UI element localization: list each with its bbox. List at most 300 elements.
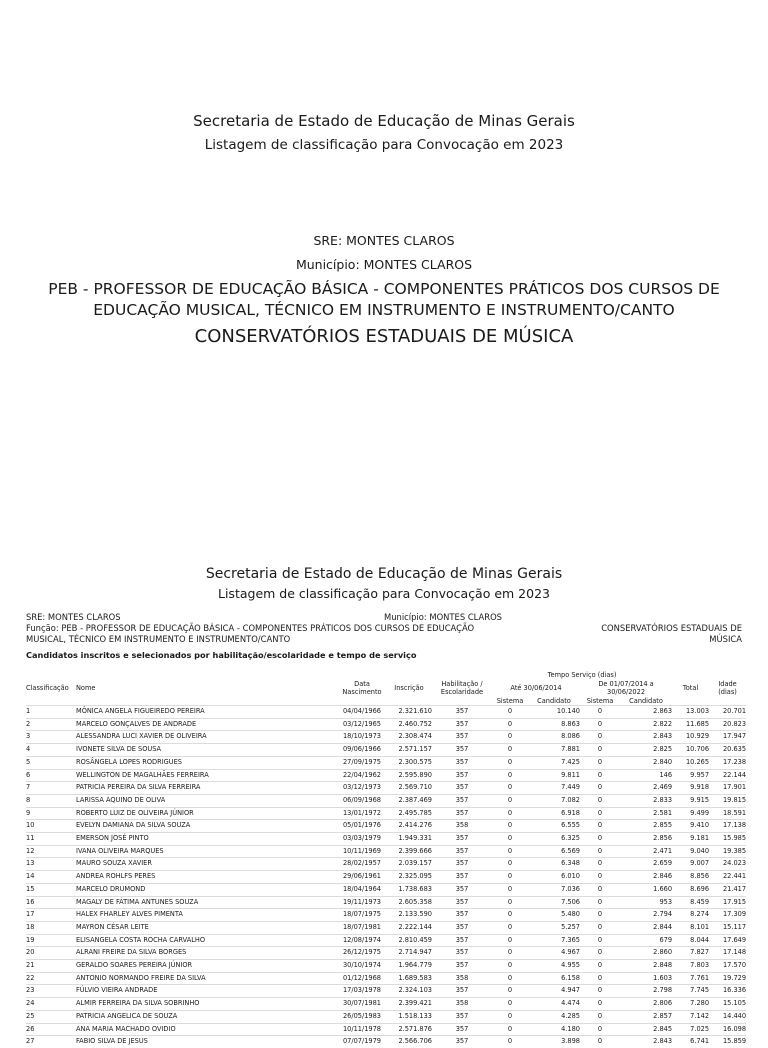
cell-inscricao: 2.324.103 (386, 985, 432, 998)
cell-candidato-ate-2014: 5.257 (528, 921, 580, 934)
cell-classificacao: 14 (26, 871, 76, 884)
cell-nome: ROSÂNGELA LOPES RODRIGUES (76, 756, 338, 769)
cell-total: 9.499 (672, 807, 709, 820)
cell-total: 8.274 (672, 909, 709, 922)
cell-sistema-2014-2022: 0 (580, 731, 620, 744)
cell-nome: EMERSON JOSÉ PINTO (76, 833, 338, 846)
cell-classificacao: 2 (26, 718, 76, 731)
cell-candidato-2014-2022: 2.843 (620, 1036, 672, 1048)
cell-sistema-ate-2014: 0 (492, 807, 528, 820)
cell-nome: ELISANGELA COSTA ROCHA CARVALHO (76, 934, 338, 947)
cell-sistema-2014-2022: 0 (580, 744, 620, 757)
cell-inscricao: 2.222.144 (386, 921, 432, 934)
cell-sistema-ate-2014: 0 (492, 1036, 528, 1048)
cell-sistema-ate-2014: 0 (492, 731, 528, 744)
cell-nascimento: 05/01/1976 (338, 820, 386, 833)
cell-nome: IVONETE SILVA DE SOUSA (76, 744, 338, 757)
cell-idade: 17.915 (709, 896, 746, 909)
cell-nascimento: 30/07/1981 (338, 998, 386, 1011)
table-row (26, 756, 746, 769)
cell-sistema-2014-2022: 0 (580, 896, 620, 909)
cell-idade: 17.238 (709, 756, 746, 769)
cell-total: 8.696 (672, 883, 709, 896)
cell-sistema-2014-2022: 0 (580, 934, 620, 947)
cell-total: 10.929 (672, 731, 709, 744)
cell-inscricao: 2.039.157 (386, 858, 432, 871)
page2-listing-title: Listagem de classificação para Convocação em 2023 (218, 586, 550, 601)
cell-candidato-2014-2022: 2.794 (620, 909, 672, 922)
header-periodo-2014-2022: De 01/07/2014 a 30/06/2022 (598, 679, 654, 696)
cell-inscricao: 1.518.133 (386, 1010, 432, 1023)
cell-sistema-2014-2022: 0 (580, 985, 620, 998)
cell-candidato-ate-2014: 4.180 (528, 1023, 580, 1036)
cell-sistema-2014-2022: 0 (580, 782, 620, 795)
cell-sistema-2014-2022: 0 (580, 909, 620, 922)
cell-sistema-2014-2022: 0 (580, 833, 620, 846)
cell-nascimento: 18/07/1981 (338, 921, 386, 934)
cell-nascimento: 09/06/1966 (338, 744, 386, 757)
table-row (26, 998, 746, 1011)
cell-sistema-2014-2022: 0 (580, 1023, 620, 1036)
cell-candidato-2014-2022: 2.843 (620, 731, 672, 744)
cell-classificacao: 5 (26, 756, 76, 769)
table-row (26, 921, 746, 934)
cell-nome: ALRANI FREIRE DA SILVA BORGES (76, 947, 338, 960)
cell-candidato-ate-2014: 6.348 (528, 858, 580, 871)
cell-sistema-ate-2014: 0 (492, 858, 528, 871)
cell-total: 8.856 (672, 871, 709, 884)
cell-inscricao: 2.325.095 (386, 871, 432, 884)
cover-listing-title: Listagem de classificação para Convocação em 2023 (204, 137, 564, 153)
cell-habilitacao: 357 (432, 1023, 492, 1036)
cell-sistema-2014-2022: 0 (580, 858, 620, 871)
cell-idade: 17.570 (709, 960, 746, 973)
cell-candidato-2014-2022: 2.806 (620, 998, 672, 1011)
cell-nome: MAYRON CÉSAR LEITE (76, 921, 338, 934)
cell-candidato-2014-2022: 2.581 (620, 807, 672, 820)
cell-inscricao: 2.569.710 (386, 782, 432, 795)
cell-candidato-2014-2022: 2.848 (620, 960, 672, 973)
table-row (26, 706, 746, 719)
cell-inscricao: 2.321.610 (386, 706, 432, 719)
header-inscricao: Inscrição (394, 683, 424, 692)
cell-sistema-2014-2022: 0 (580, 972, 620, 985)
cell-candidato-ate-2014: 7.082 (528, 794, 580, 807)
cell-idade: 14.440 (709, 1010, 746, 1023)
cell-nome: PATRICIA ANGELICA DE SOUZA (76, 1010, 338, 1023)
cell-candidato-ate-2014: 4.285 (528, 1010, 580, 1023)
cell-habilitacao: 357 (432, 1036, 492, 1048)
cell-inscricao: 2.571.876 (386, 1023, 432, 1036)
cell-candidato-ate-2014: 10.140 (528, 706, 580, 719)
cell-nome: LARISSA AQUINO DE OLIVA (76, 794, 338, 807)
cell-nome: FÚLVIO VIEIRA ANDRADE (76, 985, 338, 998)
cell-habilitacao: 357 (432, 833, 492, 846)
cell-inscricao: 2.133.590 (386, 909, 432, 922)
cell-sistema-2014-2022: 0 (580, 960, 620, 973)
cell-candidato-ate-2014: 8.086 (528, 731, 580, 744)
cell-total: 7.025 (672, 1023, 709, 1036)
cell-idade: 15.105 (709, 998, 746, 1011)
cell-idade: 17.947 (709, 731, 746, 744)
cell-classificacao: 11 (26, 833, 76, 846)
cell-habilitacao: 357 (432, 756, 492, 769)
cell-inscricao: 2.495.785 (386, 807, 432, 820)
cell-nascimento: 13/01/1972 (338, 807, 386, 820)
cell-habilitacao: 357 (432, 769, 492, 782)
cell-nascimento: 29/06/1961 (338, 871, 386, 884)
cover-sre: SRE: MONTES CLAROS (313, 233, 455, 248)
cell-nascimento: 19/11/1973 (338, 896, 386, 909)
cell-sistema-2014-2022: 0 (580, 769, 620, 782)
header-sistema-1: Sistema (496, 696, 524, 705)
cell-inscricao: 2.810.459 (386, 934, 432, 947)
cell-sistema-ate-2014: 0 (492, 820, 528, 833)
table-row (26, 718, 746, 731)
header-nascimento: Data Nascimento (342, 679, 382, 696)
cover-conservatorio: CONSERVATÓRIOS ESTADUAIS DE MÚSICA (194, 326, 574, 347)
cell-candidato-ate-2014: 7.425 (528, 756, 580, 769)
cell-habilitacao: 357 (432, 718, 492, 731)
cell-nome: EVELYN DAMIANA DA SILVA SOUZA (76, 820, 338, 833)
cell-sistema-ate-2014: 0 (492, 833, 528, 846)
cell-classificacao: 7 (26, 782, 76, 795)
cell-inscricao: 2.714.947 (386, 947, 432, 960)
cell-habilitacao: 357 (432, 896, 492, 909)
cell-sistema-ate-2014: 0 (492, 1023, 528, 1036)
cell-total: 9.957 (672, 769, 709, 782)
table-row (26, 833, 746, 846)
table-row (26, 807, 746, 820)
cell-idade: 16.336 (709, 985, 746, 998)
cell-candidato-2014-2022: 2.840 (620, 756, 672, 769)
cell-inscricao: 2.605.358 (386, 896, 432, 909)
cell-sistema-ate-2014: 0 (492, 718, 528, 731)
cell-sistema-ate-2014: 0 (492, 909, 528, 922)
table-row (26, 820, 746, 833)
cell-idade: 15.985 (709, 833, 746, 846)
cell-nome: HALEX FHARLEY ALVES PIMENTA (76, 909, 338, 922)
page2-funcao: Função: PEB - PROFESSOR DE EDUCAÇÃO BÁSICA - COMPONENTES PRÁTICOS DOS CURSOS DE EDUCAÇÃO MUSICAL, TÉCNICO EM INSTRUMENTO E INSTRUMENTO/CANTO (26, 623, 475, 644)
cell-total: 11.685 (672, 718, 709, 731)
header-classificacao: Classificação (26, 683, 69, 692)
cell-candidato-2014-2022: 2.846 (620, 871, 672, 884)
cell-habilitacao: 357 (432, 947, 492, 960)
cell-total: 13.003 (672, 706, 709, 719)
cell-candidato-2014-2022: 2.822 (620, 718, 672, 731)
cell-nome: ANA MARIA MACHADO OVIDIO (76, 1023, 338, 1036)
cell-classificacao: 9 (26, 807, 76, 820)
cell-total: 7.280 (672, 998, 709, 1011)
table-row (26, 744, 746, 757)
table-row (26, 1010, 746, 1023)
cell-candidato-2014-2022: 953 (620, 896, 672, 909)
cell-candidato-2014-2022: 2.659 (620, 858, 672, 871)
cell-candidato-2014-2022: 2.471 (620, 845, 672, 858)
cell-inscricao: 1.949.331 (386, 833, 432, 846)
cell-classificacao: 21 (26, 960, 76, 973)
cell-sistema-2014-2022: 0 (580, 871, 620, 884)
cell-nascimento: 03/12/1965 (338, 718, 386, 731)
cell-candidato-ate-2014: 6.918 (528, 807, 580, 820)
cell-total: 8.459 (672, 896, 709, 909)
page2-candidatos-heading: Candidatos inscritos e selecionados por habilitação/escolaridade e tempo de serviço (26, 650, 417, 660)
cell-candidato-2014-2022: 2.825 (620, 744, 672, 757)
cell-total: 9.007 (672, 858, 709, 871)
cell-nome: ANTONIO NORMANDO FREIRE DA SILVA (76, 972, 338, 985)
page2-conservatorio: CONSERVATÓRIOS ESTADUAIS DE MÚSICA (601, 623, 742, 644)
cell-habilitacao: 357 (432, 871, 492, 884)
cell-inscricao: 1.689.583 (386, 972, 432, 985)
header-idade: Idade (dias) (718, 679, 737, 696)
cell-sistema-2014-2022: 0 (580, 756, 620, 769)
cell-candidato-2014-2022: 2.469 (620, 782, 672, 795)
cell-total: 10.706 (672, 744, 709, 757)
cell-candidato-ate-2014: 6.325 (528, 833, 580, 846)
cell-nome: FABIO SILVA DE JESUS (76, 1036, 338, 1048)
cell-candidato-2014-2022: 2.844 (620, 921, 672, 934)
table-row (26, 972, 746, 985)
cell-sistema-ate-2014: 0 (492, 883, 528, 896)
cell-nascimento: 18/10/1973 (338, 731, 386, 744)
cell-candidato-ate-2014: 7.365 (528, 934, 580, 947)
cell-candidato-ate-2014: 4.947 (528, 985, 580, 998)
cell-nome: MARCELO DRUMOND (76, 883, 338, 896)
cell-candidato-2014-2022: 2.833 (620, 794, 672, 807)
cell-candidato-2014-2022: 2.860 (620, 947, 672, 960)
cell-sistema-ate-2014: 0 (492, 782, 528, 795)
cell-habilitacao: 357 (432, 706, 492, 719)
cell-classificacao: 3 (26, 731, 76, 744)
table-row (26, 769, 746, 782)
cell-classificacao: 13 (26, 858, 76, 871)
cell-habilitacao: 357 (432, 1010, 492, 1023)
page2-org-title: Secretaria de Estado de Educação de Minas Gerais (205, 566, 563, 582)
cell-nascimento: 03/12/1973 (338, 782, 386, 795)
cell-inscricao: 2.460.752 (386, 718, 432, 731)
cell-nascimento: 27/09/1975 (338, 756, 386, 769)
cell-sistema-ate-2014: 0 (492, 871, 528, 884)
cell-sistema-ate-2014: 0 (492, 706, 528, 719)
header-candidato-1: Candidato (537, 696, 571, 705)
cell-nascimento: 18/07/1975 (338, 909, 386, 922)
cell-sistema-ate-2014: 0 (492, 769, 528, 782)
table-row (26, 896, 746, 909)
cell-sistema-ate-2014: 0 (492, 756, 528, 769)
cell-classificacao: 10 (26, 820, 76, 833)
cell-idade: 17.309 (709, 909, 746, 922)
cell-idade: 20.823 (709, 718, 746, 731)
cell-candidato-2014-2022: 2.857 (620, 1010, 672, 1023)
header-total: Total (682, 683, 699, 692)
cell-nascimento: 28/02/1957 (338, 858, 386, 871)
cell-sistema-ate-2014: 0 (492, 972, 528, 985)
cell-nascimento: 10/11/1969 (338, 845, 386, 858)
cell-nascimento: 30/10/1974 (338, 960, 386, 973)
cell-candidato-ate-2014: 8.863 (528, 718, 580, 731)
cell-sistema-ate-2014: 0 (492, 947, 528, 960)
cell-sistema-2014-2022: 0 (580, 1010, 620, 1023)
cell-habilitacao: 357 (432, 807, 492, 820)
cell-sistema-ate-2014: 0 (492, 1010, 528, 1023)
cell-candidato-ate-2014: 3.898 (528, 1036, 580, 1048)
cell-nascimento: 06/09/1968 (338, 794, 386, 807)
cell-classificacao: 19 (26, 934, 76, 947)
cell-candidato-ate-2014: 6.569 (528, 845, 580, 858)
cell-classificacao: 6 (26, 769, 76, 782)
cell-nome: ALESSANDRA LUCI XAVIER DE OLIVEIRA (76, 731, 338, 744)
cell-idade: 18.591 (709, 807, 746, 820)
cell-sistema-ate-2014: 0 (492, 998, 528, 1011)
cell-classificacao: 17 (26, 909, 76, 922)
cell-sistema-2014-2022: 0 (580, 921, 620, 934)
cell-inscricao: 2.399.666 (386, 845, 432, 858)
cell-sistema-2014-2022: 0 (580, 706, 620, 719)
cell-total: 9.040 (672, 845, 709, 858)
cell-sistema-2014-2022: 0 (580, 998, 620, 1011)
cell-nascimento: 03/03/1979 (338, 833, 386, 846)
cell-habilitacao: 357 (432, 744, 492, 757)
cell-habilitacao: 357 (432, 731, 492, 744)
cell-habilitacao: 357 (432, 794, 492, 807)
cell-nascimento: 18/04/1964 (338, 883, 386, 896)
cell-habilitacao: 358 (432, 972, 492, 985)
cell-total: 8.044 (672, 934, 709, 947)
cell-sistema-ate-2014: 0 (492, 921, 528, 934)
cell-total: 8.101 (672, 921, 709, 934)
table-row (26, 934, 746, 947)
cover-funcao: PEB - PROFESSOR DE EDUCAÇÃO BÁSICA - COMPONENTES PRÁTICOS DOS CURSOS DE EDUCAÇÃO MUSICAL, TÉCNICO EM INSTRUMENTO E INSTRUMENTO/CANTO (48, 280, 720, 319)
cell-sistema-2014-2022: 0 (580, 1036, 620, 1048)
cell-idade: 17.148 (709, 947, 746, 960)
cell-habilitacao: 357 (432, 858, 492, 871)
cell-classificacao: 12 (26, 845, 76, 858)
cell-sistema-2014-2022: 0 (580, 845, 620, 858)
cell-nascimento: 07/07/1979 (338, 1036, 386, 1048)
cell-habilitacao: 357 (432, 909, 492, 922)
cell-sistema-ate-2014: 0 (492, 985, 528, 998)
cell-inscricao: 1.964.779 (386, 960, 432, 973)
cell-inscricao: 2.414.276 (386, 820, 432, 833)
classification-table-body (26, 706, 746, 1048)
cell-sistema-2014-2022: 0 (580, 794, 620, 807)
cell-nome: IVANA OLIVEIRA MARQUES (76, 845, 338, 858)
cell-classificacao: 26 (26, 1023, 76, 1036)
cell-nascimento: 01/12/1968 (338, 972, 386, 985)
cell-total: 9.410 (672, 820, 709, 833)
cell-classificacao: 22 (26, 972, 76, 985)
table-row (26, 1036, 746, 1048)
cell-candidato-ate-2014: 4.955 (528, 960, 580, 973)
cell-nome: MAURO SOUZA XAVIER (76, 858, 338, 871)
cell-classificacao: 8 (26, 794, 76, 807)
cell-nome: MARCELO GONÇALVES DE ANDRADE (76, 718, 338, 731)
cell-sistema-ate-2014: 0 (492, 794, 528, 807)
cell-inscricao: 2.387.469 (386, 794, 432, 807)
cell-inscricao: 1.738.683 (386, 883, 432, 896)
header-habilitacao: Habilitação / Escolaridade (440, 679, 484, 696)
cell-sistema-ate-2014: 0 (492, 896, 528, 909)
cell-total: 6.741 (672, 1036, 709, 1048)
cell-total: 7.142 (672, 1010, 709, 1023)
cell-inscricao: 2.300.575 (386, 756, 432, 769)
cell-nome: MAGALY DE FÁTIMA ANTUNES SOUZA (76, 896, 338, 909)
cell-habilitacao: 357 (432, 782, 492, 795)
cell-habilitacao: 358 (432, 820, 492, 833)
cell-nome: PATRICIA PEREIRA DA SILVA FERREIRA (76, 782, 338, 795)
cell-sistema-ate-2014: 0 (492, 845, 528, 858)
cell-nascimento: 26/12/1975 (338, 947, 386, 960)
cell-total: 7.803 (672, 960, 709, 973)
cell-idade: 22.441 (709, 871, 746, 884)
cell-classificacao: 1 (26, 706, 76, 719)
cell-habilitacao: 357 (432, 883, 492, 896)
cell-candidato-ate-2014: 9.811 (528, 769, 580, 782)
cell-classificacao: 16 (26, 896, 76, 909)
cell-candidato-ate-2014: 6.158 (528, 972, 580, 985)
cell-candidato-ate-2014: 5.480 (528, 909, 580, 922)
cell-candidato-2014-2022: 1.660 (620, 883, 672, 896)
cell-idade: 22.144 (709, 769, 746, 782)
cell-idade: 24.023 (709, 858, 746, 871)
cell-classificacao: 25 (26, 1010, 76, 1023)
cell-habilitacao: 357 (432, 960, 492, 973)
cell-nascimento: 04/04/1966 (338, 706, 386, 719)
cell-candidato-2014-2022: 2.798 (620, 985, 672, 998)
classification-table-wrapper (26, 671, 746, 1048)
cell-idade: 19.815 (709, 794, 746, 807)
cell-idade: 20.635 (709, 744, 746, 757)
header-tempo-servico: Tempo Serviço (dias) (547, 671, 617, 679)
cell-candidato-ate-2014: 6.555 (528, 820, 580, 833)
cell-total: 9.918 (672, 782, 709, 795)
cell-sistema-2014-2022: 0 (580, 718, 620, 731)
table-row (26, 794, 746, 807)
cell-idade: 17.138 (709, 820, 746, 833)
cell-candidato-2014-2022: 1.603 (620, 972, 672, 985)
cell-inscricao: 2.566.706 (386, 1036, 432, 1048)
cell-nascimento: 26/05/1983 (338, 1010, 386, 1023)
cell-candidato-ate-2014: 7.506 (528, 896, 580, 909)
cell-idade: 19.385 (709, 845, 746, 858)
cell-habilitacao: 357 (432, 921, 492, 934)
cell-nome: MÔNICA ANGELA FIGUEIREDO PEREIRA (76, 706, 338, 719)
header-nome: Nome (76, 683, 96, 692)
cell-classificacao: 23 (26, 985, 76, 998)
cell-sistema-2014-2022: 0 (580, 883, 620, 896)
header-ate-2014: Até 30/06/2014 (510, 683, 562, 692)
table-row (26, 845, 746, 858)
table-row (26, 871, 746, 884)
table-row (26, 947, 746, 960)
cell-idade: 20.701 (709, 706, 746, 719)
cell-nome: GERALDO SOARES PEREIRA JÚNIOR (76, 960, 338, 973)
page2-municipio: Município: MONTES CLAROS (384, 612, 502, 622)
cell-candidato-ate-2014: 4.474 (528, 998, 580, 1011)
cell-total: 9.915 (672, 794, 709, 807)
cell-habilitacao: 357 (432, 985, 492, 998)
cell-nascimento: 17/03/1978 (338, 985, 386, 998)
cell-idade: 17.649 (709, 934, 746, 947)
cell-inscricao: 2.399.421 (386, 998, 432, 1011)
classification-table (26, 671, 746, 1048)
page2-sre: SRE: MONTES CLAROS (26, 612, 121, 622)
cell-candidato-2014-2022: 679 (620, 934, 672, 947)
cell-candidato-ate-2014: 7.449 (528, 782, 580, 795)
cell-candidato-2014-2022: 2.863 (620, 706, 672, 719)
cell-total: 9.181 (672, 833, 709, 846)
cell-candidato-ate-2014: 7.881 (528, 744, 580, 757)
